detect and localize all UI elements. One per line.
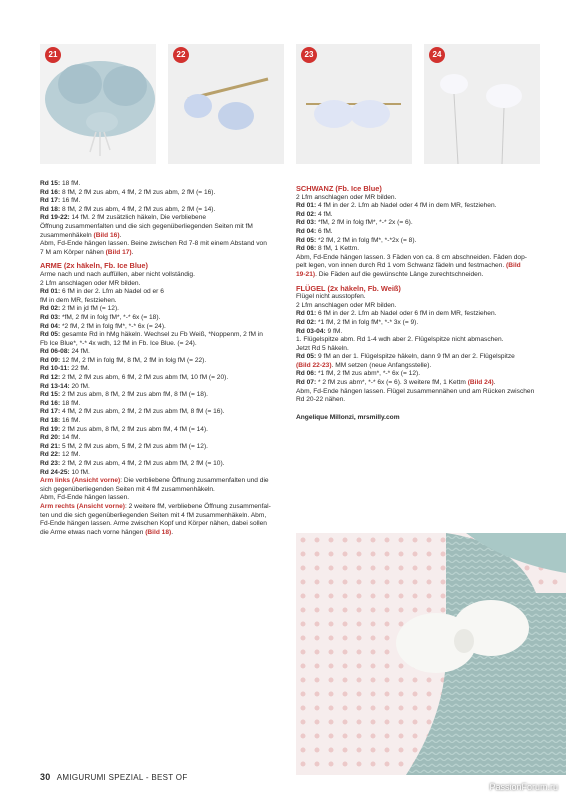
round-label: Rd 05:: [296, 236, 317, 244]
instruction-line: [296, 328, 542, 337]
instruction-line: [40, 520, 284, 529]
instruction-line: [296, 219, 542, 228]
round-label: Rd 06-08:: [40, 348, 70, 356]
page-number: 30: [40, 772, 51, 782]
instruction-line: [40, 426, 284, 435]
instruction-text: *1 fM, 2 fM in folg fM*, *-* 3x (= 9).: [316, 318, 419, 326]
round-label: Rd 12:: [40, 374, 61, 382]
instruction-text-end: .: [131, 248, 134, 256]
image-reference: (Bild 24): [467, 379, 494, 387]
instruction-line: [296, 262, 542, 271]
left-column: [40, 180, 284, 537]
instruction-text: . Die Fäden auf die gewünschte Länge zurechtschneiden.: [315, 270, 484, 278]
instruction-line: [296, 271, 542, 280]
section-heading: ARME (2x häkeln, Fb. Ice Blue): [40, 261, 149, 271]
instruction-text: *fM, 2 fM in folg fM*, *-* 6x (= 18).: [60, 313, 161, 321]
watermark-text: PassionForum.ru: [489, 782, 558, 792]
image-reference: (Bild 16): [93, 231, 120, 239]
round-label: Rd 22:: [40, 451, 61, 459]
instruction-text: 5 fM, 2 fM zus abm, 5 fM, 2 fM zus abm fM (= 12).: [60, 442, 209, 450]
instruction-line: [40, 460, 284, 469]
instruction-line: [40, 297, 284, 306]
instruction-text: 16 fM.: [60, 417, 81, 425]
instruction-line: [40, 374, 284, 383]
round-label: Rd 03:: [40, 313, 61, 321]
instruction-text: 2 Lfm anschlagen oder MR bilden.: [296, 193, 397, 201]
instruction-text: *2 fM, 2 fM in folg fM*, *-* 6x (= 24).: [60, 322, 166, 330]
instruction-text: * 2 fM zus abm*, *-* 6x (= 6). 3 weitere fM, 1 Kettm: [316, 379, 468, 387]
instruction-text: Abm, Fd-Ende hängen lassen. Beine zwischen Rd 7-8 mit einem Abstand von: [40, 240, 267, 248]
instruction-text: 4 fM, 2 fM zus abm, 2 fM, 2 fM zus abm fM, 8 fM (= 16).: [60, 408, 225, 416]
instruction-text: Öffnung zusammenfalten und die sich gegenüberliegenden Seiten mit fM: [40, 222, 253, 230]
step-number-badge: 23: [301, 47, 317, 63]
magazine-title: AMIGURUMI SPEZIAL - BEST OF: [56, 773, 188, 782]
instruction-line: [40, 434, 284, 443]
section-heading: FLÜGEL (2x häkeln, Fb. Weiß): [296, 283, 401, 293]
round-label: Rd 20:: [40, 434, 61, 442]
instruction-text: 24 fM.: [69, 348, 90, 356]
image-reference: (Bild: [506, 262, 521, 270]
instruction-line: [40, 214, 284, 223]
instruction-line: [40, 340, 284, 349]
instruction-text: 9 fM.: [325, 327, 343, 335]
instruction-line: [40, 280, 284, 289]
round-label: Rd 13-14:: [40, 382, 70, 390]
instruction-text: ten und die sich gegenüberliegenden Seiten mit 4 fM zusammenhäkeln. Abm,: [40, 511, 267, 519]
instruction-text: pelt legen, von innen durch Rd 1 vom Schwanz fädeln und festmachen.: [296, 262, 507, 270]
wing-joined-image: [296, 44, 412, 164]
step-number-badge: 22: [173, 47, 189, 63]
round-label: Rd 04:: [296, 227, 317, 235]
instruction-line: [40, 232, 284, 241]
round-label: Rd 10-11:: [40, 365, 70, 373]
instruction-text: 12 fM.: [60, 451, 81, 459]
instruction-text: : Die verbliebene Öffnung zusammenfalten und die: [120, 477, 269, 485]
amigurumi-wings-closeup: [296, 533, 566, 775]
instruction-line: [40, 443, 284, 452]
round-label: Rd 18:: [40, 417, 61, 425]
instruction-text: 2 fM in jd fM (= 12).: [60, 305, 119, 313]
round-label: Rd 19:: [40, 425, 61, 433]
instruction-text: 8 fM, 1 Kettm.: [316, 245, 360, 253]
instruction-text: Jetzt Rd 5 häkeln.: [296, 344, 349, 352]
instruction-line: [40, 249, 284, 258]
reference-label: 19-21): [296, 270, 316, 278]
round-label: Rd 03-04:: [296, 327, 326, 335]
instruction-text: 7 M am Körper nähen: [40, 248, 106, 256]
instruction-text: 2 Lfm anschlagen oder MR bilden.: [40, 279, 141, 287]
image-reference: (Bild 18): [145, 528, 172, 536]
finished-amigurumi-photo: [296, 533, 566, 775]
round-label: Rd 15:: [40, 391, 61, 399]
round-label: Rd 19-22:: [40, 214, 70, 222]
instruction-text: gesamte Rd in hMg häkeln. Wechsel zu Fb Weiß, *Noppenm, 2 fM in: [60, 331, 263, 339]
instruction-line: [296, 293, 542, 302]
instruction-line: [40, 197, 284, 206]
right-column: [296, 180, 542, 422]
instruction-text: 14 fM. 2 fM zusätzlich häkeln, Die verbliebene: [69, 214, 207, 222]
round-label: Rd 16:: [40, 188, 61, 196]
instruction-text: *1 fM, 2 fM zus abm*, *-* 6x (= 12).: [316, 370, 421, 378]
instruction-line: [40, 494, 284, 503]
round-label: Rd 06:: [296, 370, 317, 378]
instruction-text: 4 fM in der 2. Lfm ab Nadel oder 4 fM in dem MR, festziehen.: [316, 202, 497, 210]
instruction-line: [296, 310, 542, 319]
round-label: Rd 17:: [40, 197, 61, 205]
instruction-line: [40, 503, 284, 512]
instruction-text: Arme nach und nach auffüllen, aber nicht vollständig.: [40, 270, 195, 278]
instruction-line: [40, 469, 284, 478]
instruction-line: [296, 228, 542, 237]
instruction-text: 2 fM, 2 fM zus abm, 4 fM, 2 fM zus abm fM, 2 fM (= 10).: [60, 460, 225, 467]
instruction-line: [40, 365, 284, 374]
instruction-text: 6 fM in der 2. Lfm ab Nadel od er 6: [60, 288, 164, 296]
round-label: Rd 09:: [40, 356, 61, 364]
instruction-line: [296, 237, 542, 246]
instruction-text: Abm, Fd-Ende hängen lassen. 3 Fäden von ca. 8 cm abschneiden. Fäden dop-: [296, 253, 527, 261]
instruction-line: [296, 370, 542, 379]
instruction-text: Rd 20-22 nähen.: [296, 396, 346, 404]
instruction-text: 4 fM.: [316, 210, 333, 218]
author-credit: Angelique Millonzi, mrsmilly.com: [296, 413, 400, 421]
instruction-text: 8 fM, 2 fM zus abm, 4 fM, 2 fM zus abm, 2 fM (= 14).: [60, 205, 216, 213]
instruction-line: [40, 383, 284, 392]
round-label: Rd 06:: [296, 245, 317, 253]
section-heading: SCHWANZ (Fb. Ice Blue): [296, 184, 382, 193]
instruction-line: [40, 305, 284, 314]
round-label: Rd 07:: [296, 379, 317, 387]
instruction-line: [296, 379, 542, 388]
instruction-text: 6 fM in der 2. Lfm ab Nadel oder 6 fM in dem MR, festziehen.: [316, 310, 497, 318]
instruction-line: [296, 319, 542, 328]
instruction-text: Fd-Ende hängen lassen. Arme zwischen Kopf und Körper nähen, dabei sollen: [40, 520, 267, 528]
instruction-line: [40, 331, 284, 340]
instruction-line: [40, 240, 284, 249]
instruction-line: [296, 302, 542, 311]
instruction-text: 12 fM, 2 fM in folg fM, 8 fM, 2 fM in folg fM (= 22).: [60, 356, 207, 364]
instruction-text: 2 Lfm anschlagen oder MR bilden.: [296, 301, 397, 309]
instruction-text: sich gegenüberliegenden Seiten mit 4 fM zusammenhäkeln.: [40, 485, 215, 493]
instruction-line: [40, 417, 284, 426]
instruction-text: . MM setzen (neue Anfangsstelle).: [331, 361, 432, 369]
instruction-line: [296, 353, 542, 362]
instruction-line: [40, 180, 284, 189]
instruction-line: [40, 223, 284, 232]
photo-22: [168, 44, 284, 164]
instruction-text: 20 fM.: [69, 382, 90, 390]
instruction-line: [296, 194, 542, 203]
instruction-line: [40, 451, 284, 460]
round-label: Rd 01:: [40, 288, 61, 296]
round-label: Rd 18:: [40, 205, 61, 213]
instruction-line: [296, 396, 542, 405]
instruction-line: [40, 512, 284, 521]
round-label: Rd 05:: [40, 331, 61, 339]
instruction-text: die Arme etwas nach vorne hängen: [40, 528, 146, 536]
round-label: Rd 17:: [40, 408, 61, 416]
photo-24: [424, 44, 540, 164]
instruction-text: 6 fM.: [316, 227, 333, 235]
round-label: Rd 24-25:: [40, 468, 70, 476]
instruction-text: 9 fM an der 1. Flügelspitze häkeln, dann 9 fM an der 2. Flügelspitze: [316, 353, 515, 361]
round-label: Rd 02:: [40, 305, 61, 313]
instruction-line: [40, 189, 284, 198]
instruction-line: [296, 202, 542, 211]
instruction-text: 22 fM.: [69, 365, 90, 373]
round-label: Rd 05:: [296, 353, 317, 361]
finished-wings-image: [424, 44, 540, 164]
instruction-text: zusammenhäkeln: [40, 231, 94, 239]
round-label: Rd 01:: [296, 310, 317, 318]
round-label: Rd 01:: [296, 202, 317, 210]
instruction-text: fM in dem MR, festziehen.: [40, 296, 117, 304]
instruction-text: *2 fM, 2 fM in folg fM*, *-*2x (= 8).: [316, 236, 417, 244]
instruction-line: [40, 271, 284, 280]
reference-label: (Bild 22-23): [296, 361, 332, 369]
instruction-line: [296, 254, 542, 263]
round-label: Rd 21:: [40, 442, 61, 450]
instruction-text: 8 fM, 2 fM zus abm, 4 fM, 2 fM zus abm, 2 fM (= 16).: [60, 188, 216, 196]
round-label: Rd 03:: [296, 219, 317, 227]
instruction-line: [40, 288, 284, 297]
reference-label: Arm links (Ansicht vorne): [40, 477, 121, 485]
instruction-text: Abm, Fd-Ende hängen lassen. Flügel zusammennähen und am Rücken zwischen: [296, 387, 535, 395]
instruction-line: [296, 245, 542, 254]
instruction-line: [296, 388, 542, 397]
instruction-line: [40, 529, 284, 538]
instruction-line: [40, 391, 284, 400]
image-reference: (Bild 17): [105, 248, 132, 256]
round-label: Rd 15:: [40, 180, 61, 187]
instruction-line: [40, 314, 284, 323]
instruction-text: 18 fM.: [60, 180, 81, 187]
step-number-badge: 24: [429, 47, 445, 63]
round-label: Rd 02:: [296, 210, 317, 218]
instruction-text: Flügel nicht ausstopfen.: [296, 293, 366, 301]
step-number-badge: 21: [45, 47, 61, 63]
instruction-line: [40, 486, 284, 495]
instruction-text: 10 fM.: [69, 468, 90, 476]
instruction-line: [40, 357, 284, 366]
instruction-line: [296, 362, 542, 371]
instruction-text: 2 fM zus abm, 8 fM, 2 fM zus abm fM, 4 fM (= 14).: [60, 425, 209, 433]
instruction-text: 16 fM.: [60, 197, 81, 205]
page-footer: [40, 772, 188, 782]
instruction-text-end: .: [493, 379, 496, 387]
round-label: Rd 23:: [40, 460, 61, 467]
instruction-text-end: .: [171, 528, 174, 536]
instruction-line: [296, 336, 542, 345]
instruction-text: *fM, 2 fM in folg fM*, *-* 2x (= 6).: [316, 219, 413, 227]
instruction-line: [40, 408, 284, 417]
instruction-line: [40, 348, 284, 357]
wing-crochet-image: [168, 44, 284, 164]
instruction-text-end: .: [119, 231, 122, 239]
amigurumi-body-image: [40, 44, 156, 164]
instruction-line: [40, 323, 284, 332]
instruction-text: Fb Ice Blue*, *-* 4x wdh, 12 fM in Fb. Ice Blue. (= 24).: [40, 339, 197, 347]
instruction-line: [296, 211, 542, 220]
instruction-text: : 2 weitere fM, verbliebene Öffnung zusammenfal-: [125, 502, 271, 510]
instruction-text: Abm, Fd-Ende hängen lassen.: [40, 494, 130, 502]
round-label: Rd 16:: [40, 399, 61, 407]
reference-label: Arm rechts (Ansicht vorne): [40, 502, 126, 510]
instruction-text: 14 fM.: [60, 434, 81, 442]
round-label: Rd 02:: [296, 318, 317, 326]
instruction-line: [40, 400, 284, 409]
instruction-line: [296, 345, 542, 354]
instruction-text: 2 fM zus abm, 8 fM, 2 fM zus abm fM, 8 fM (= 18).: [60, 391, 209, 399]
round-label: Rd 04:: [40, 322, 61, 330]
photo-23: [296, 44, 412, 164]
photo-21: [40, 44, 156, 164]
instruction-text: 1. Flügelspitze abm. Rd 1-4 wdh aber 2. Flügelspitze nicht abmaschen.: [296, 336, 504, 344]
instruction-line: [40, 477, 284, 486]
instruction-text: 2 fM, 2 fM zus abm, 6 fM, 2 fM zus abm fM, 10 fM (= 20).: [60, 374, 229, 382]
instruction-line: [40, 206, 284, 215]
instruction-text: 18 fM.: [60, 399, 81, 407]
